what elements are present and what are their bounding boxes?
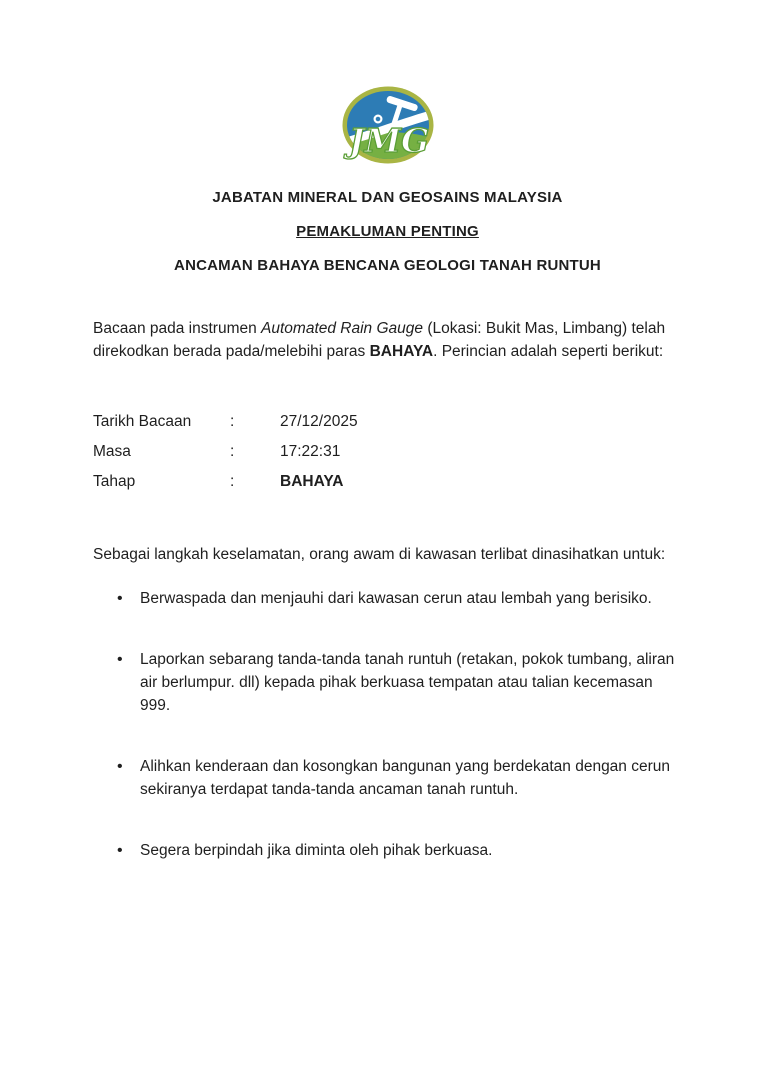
advisory-item: • Alihkan kenderaan dan kosongkan bangunan yang berdekatan dengan cerun sekiranya terdapat tanda-tanda ancaman tanah runtuh. bbox=[93, 755, 683, 801]
notice-type-heading: PEMAKLUMAN PENTING bbox=[296, 223, 479, 240]
intro-paragraph bbox=[93, 317, 683, 363]
advisory-item: • Segera berpindah jika diminta oleh pihak berkuasa. bbox=[93, 839, 683, 862]
notice-subject-heading: ANCAMAN BAHAYA BENCANA GEOLOGI TANAH RUNTUH bbox=[174, 257, 601, 274]
jmg-logo-letters: JMG bbox=[348, 121, 429, 160]
detail-row-time bbox=[93, 437, 775, 467]
separator: : bbox=[230, 443, 235, 460]
detail-row-level bbox=[93, 467, 775, 497]
intro-text-2: (Lokasi: Bukit Mas, Limbang) telah direkodkan berada pada/melebihi paras bbox=[93, 320, 666, 360]
time-label: Masa bbox=[93, 443, 131, 460]
advisory-list bbox=[93, 587, 683, 862]
intro-text-3: . Perincian adalah seperti berikut: bbox=[433, 343, 664, 360]
advisory-item: • Laporkan sebarang tanda-tanda tanah runtuh (retakan, pokok tumbang, aliran air berlumpur. dll) kepada pihak berkuasa tempatan atau talian kecemasan 999. bbox=[93, 648, 683, 717]
intro-text-1: Bacaan pada instrumen bbox=[93, 320, 262, 337]
advisory-item: • Berwaspada dan menjauhi dari kawasan cerun atau lembah yang berisiko. bbox=[93, 587, 683, 610]
time-value: 17:22:31 bbox=[280, 443, 341, 460]
jmg-logo-icon bbox=[342, 86, 434, 164]
separator: : bbox=[230, 473, 235, 490]
agency-title: JABATAN MINERAL DAN GEOSAINS MALAYSIA bbox=[212, 189, 563, 206]
date-label: Tarikh Bacaan bbox=[93, 413, 192, 430]
date-value: 27/12/2025 bbox=[280, 413, 358, 430]
reading-details bbox=[93, 407, 775, 497]
separator: : bbox=[230, 413, 235, 430]
advisory-lead: Sebagai langkah keselamatan, orang awam di kawasan terlibat dinasihatkan untuk: bbox=[93, 546, 666, 563]
level-value: BAHAYA bbox=[280, 473, 344, 490]
detail-row-date bbox=[93, 407, 775, 437]
level-label: Tahap bbox=[93, 473, 136, 490]
alert-level-inline: BAHAYA bbox=[369, 343, 434, 360]
instrument-name: Automated Rain Gauge bbox=[261, 320, 424, 337]
